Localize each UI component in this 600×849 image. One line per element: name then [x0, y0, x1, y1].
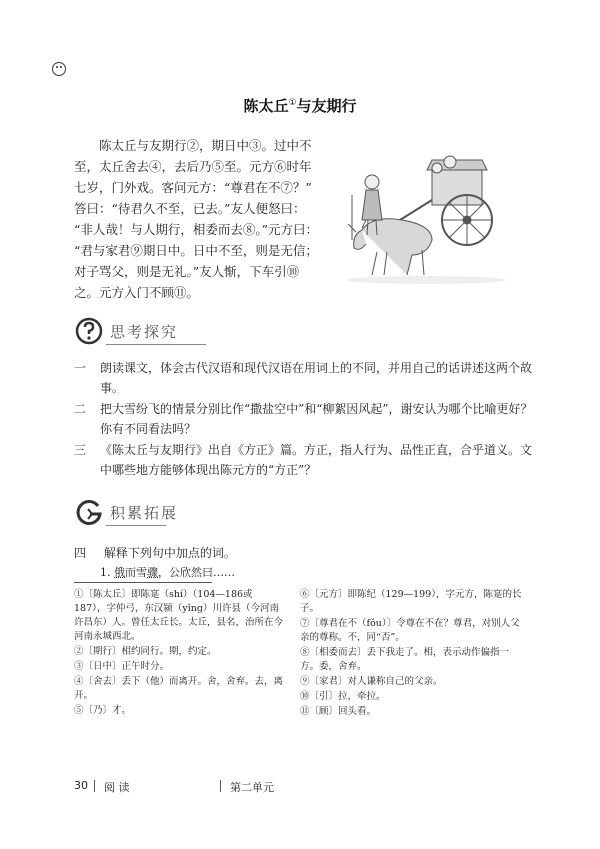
footnote: ④〔舍去〕丢下（他）而离开。舍，舍弃。去，离开。: [74, 676, 284, 701]
ox-cart-illustration: [332, 140, 512, 285]
footnote: ⑦〔尊君在不（fǒu）〕令尊在不在？尊君，对别人父亲的尊称。不，同“否”。: [300, 618, 520, 643]
question-number: 一: [74, 361, 87, 375]
footnote: ①〔陈太丘〕即陈寔（shí）（104—186或187），字仲弓，东汉颍（yǐng）川许县（今河南许昌东）人。曾任太丘长。太丘，县名，治所在今河南永城西北。: [74, 589, 284, 642]
footnote: ⑨〔家君〕对人谦称自己的父亲。: [300, 676, 443, 687]
footer-unit: 第二单元: [230, 781, 274, 794]
section-extend-label: 积累拓展: [110, 503, 179, 522]
question-3: [74, 440, 534, 480]
footnote: ⑪〔顾〕回头看。: [300, 706, 377, 717]
section-think-label: 思考探究: [110, 322, 179, 341]
question-text: 《陈太丘与友期行》出自《方正》篇。方正，指人行为、品性正直，合乎道义。文中哪些地方能够体现出陈元方的“方正”？: [100, 443, 533, 477]
section-extend-underline: [106, 525, 166, 526]
question-number: 四: [74, 546, 87, 560]
story-line: “非人哉！与人期行，相委而去⑧。”元方曰：: [74, 222, 319, 237]
story-text: [74, 135, 326, 303]
footnote: ②〔期行〕相约同行。期，约定。: [74, 646, 217, 657]
question-number: 二: [74, 402, 87, 416]
question-4: [74, 544, 236, 561]
footnotes-right: [300, 588, 526, 720]
title-note-mark: ①: [288, 98, 297, 108]
dotted-word: 俄: [114, 566, 125, 579]
question-text: 把大雪纷飞的情景分别比作“撒盐空中”和“柳絮因风起”，谢安认为哪个比喻更好？你有不同看法吗？: [100, 402, 533, 436]
item-text: 而雪: [125, 566, 147, 579]
section-think-header: [74, 316, 178, 346]
dotted-word: 骤: [147, 566, 158, 579]
story-line: “君与家君⑨期日中。日中不至，则是无信；: [74, 243, 318, 258]
item-text: ，公欣然曰……: [158, 566, 235, 579]
exercise-item-1: [100, 564, 235, 580]
story-line: 对子骂父，则是无礼。”友人惭，下车引⑩: [74, 264, 300, 279]
question-number: 三: [74, 443, 87, 457]
question-2: [74, 399, 534, 439]
footnote-divider: [74, 582, 212, 583]
page-number: 30: [74, 779, 88, 792]
footnote: ③〔日中〕正午时分。: [74, 661, 170, 672]
smiley-icon: [52, 62, 66, 76]
footnote: ⑥〔元方〕即陈纪（129—199），字元方，陈寔的长子。: [300, 589, 522, 614]
footnote: ⑧〔相委而去〕丢下我走了。相，表示动作偏指一方。委，舍弃。: [300, 647, 510, 672]
question-text: 解释下列句中加点的词。: [103, 546, 236, 560]
story-line: 之。元方入门不顾⑪。: [74, 285, 200, 300]
footnote: ⑩〔引〕拉，牵拉。: [300, 691, 386, 702]
question-1: [74, 358, 534, 398]
item-number: 1.: [100, 566, 114, 579]
footer-section: 阅 读: [104, 781, 130, 794]
section-think-underline: [106, 344, 206, 345]
question-icon: [74, 316, 104, 346]
question-text: 朗读课文，体会古代汉语和现代汉语在用词上的不同，并用自己的话讲述这两个故事。: [100, 361, 533, 395]
footer-separator: [220, 780, 221, 792]
footer-separator: [94, 780, 95, 792]
story-line: 七岁，门外戏。客问元方：“尊君在不⑦？”: [74, 180, 312, 195]
title-rest: 与友期行: [296, 97, 357, 115]
page-title: [0, 95, 600, 116]
title-main: 陈太丘: [243, 97, 289, 115]
story-line: 至，太丘舍去④，去后乃⑤至。元方⑥时年: [74, 159, 312, 174]
section-extend-header: [74, 497, 178, 527]
story-line: 答曰：“待君久不至，已去。”友人便怒曰：: [74, 201, 306, 216]
swirl-icon: [74, 497, 104, 527]
story-line: 陈太丘与友期行②，期日中③。过中不: [74, 138, 312, 153]
footnotes-left: [74, 588, 284, 719]
footnote: ⑤〔乃〕才。: [74, 705, 132, 716]
